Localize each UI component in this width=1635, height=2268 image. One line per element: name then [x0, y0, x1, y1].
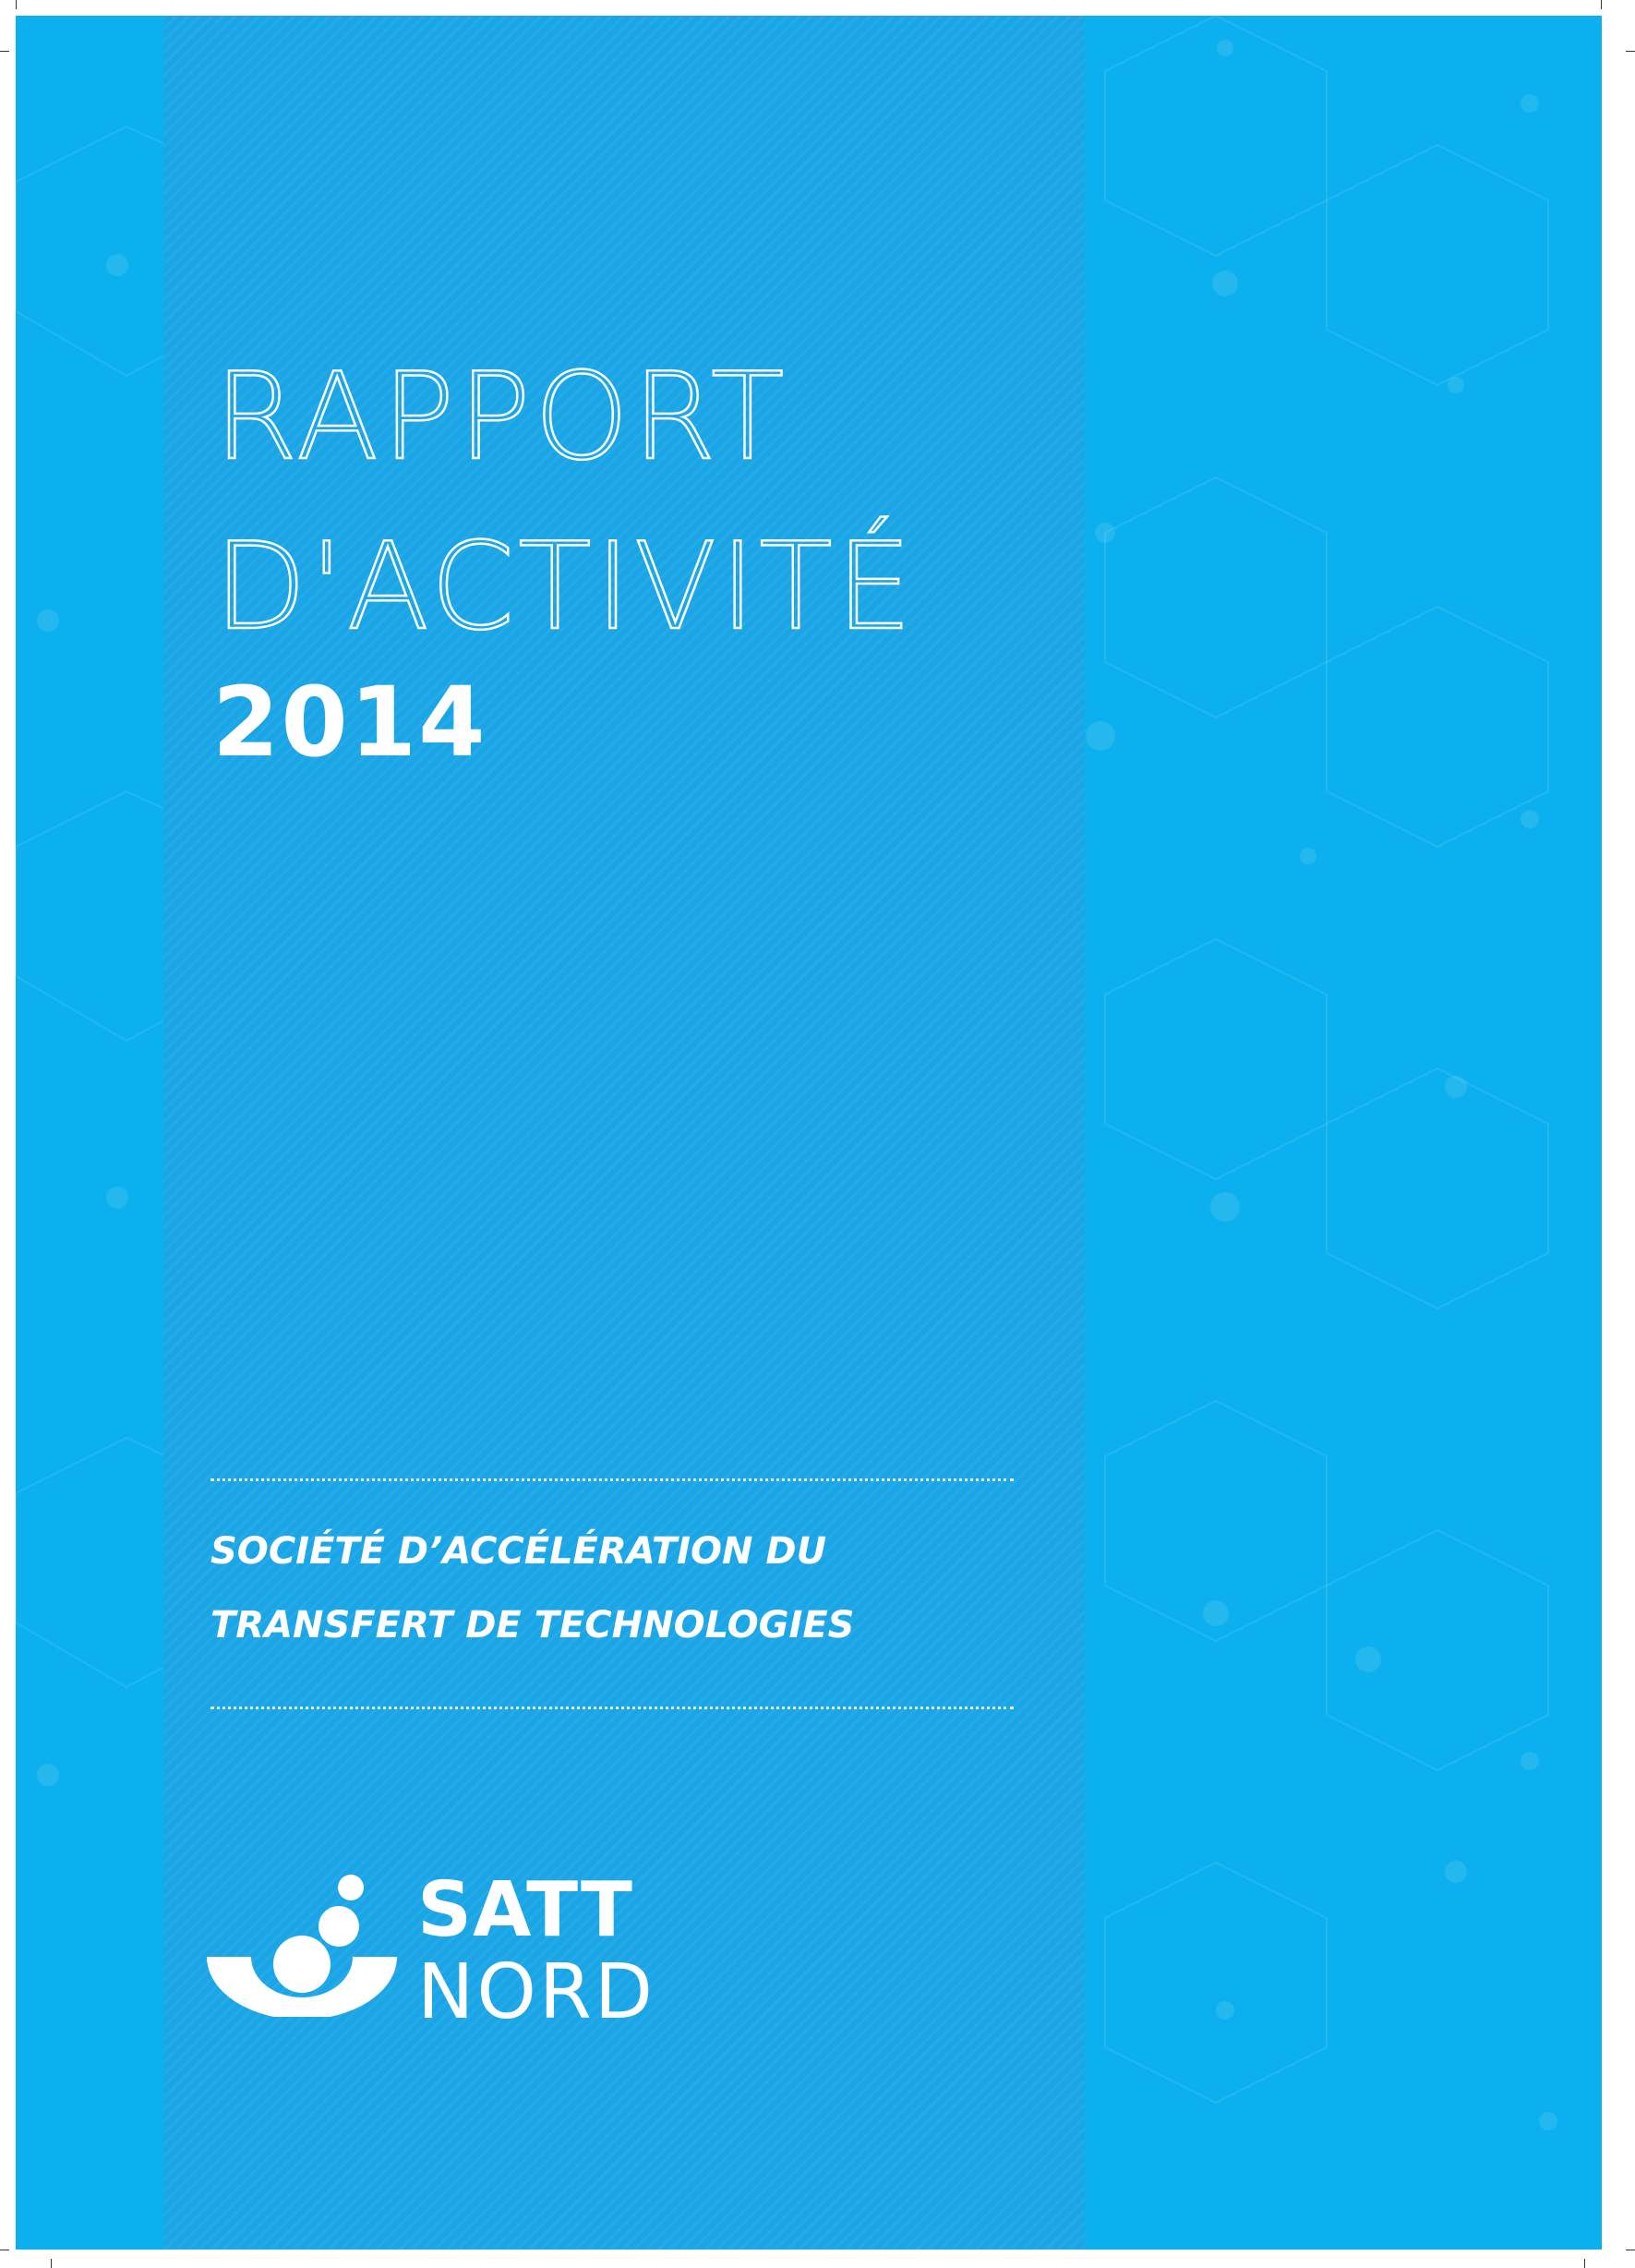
logo-name-line-1: SATT — [417, 1866, 633, 1954]
dotted-rule-bottom — [210, 1707, 1014, 1709]
crop-mark-top-left-h — [0, 51, 9, 52]
crop-mark-top-right-v — [1601, 0, 1602, 9]
subtitle-line-1: SOCIÉTÉ D’ACCÉLÉRATION DU — [210, 1530, 827, 1573]
title-line-2: D'ACTIVITÉ — [214, 516, 916, 657]
dotted-rule-top — [210, 1478, 1014, 1481]
logo-name-line-2: NORD — [417, 1948, 655, 2036]
subtitle-line-2: TRANSFERT DE TECHNOLOGIES — [210, 1604, 855, 1647]
title-line-1: RAPPORT — [214, 346, 788, 487]
crop-mark-top-left-v — [16, 0, 17, 9]
crop-mark-bottom-right-v — [1584, 2259, 1585, 2268]
report-year: 2014 — [212, 666, 487, 778]
crop-mark-bottom-left-v — [51, 2259, 52, 2268]
crop-mark-top-right-h — [1626, 51, 1635, 52]
satt-nord-logo-icon — [205, 1869, 399, 2017]
